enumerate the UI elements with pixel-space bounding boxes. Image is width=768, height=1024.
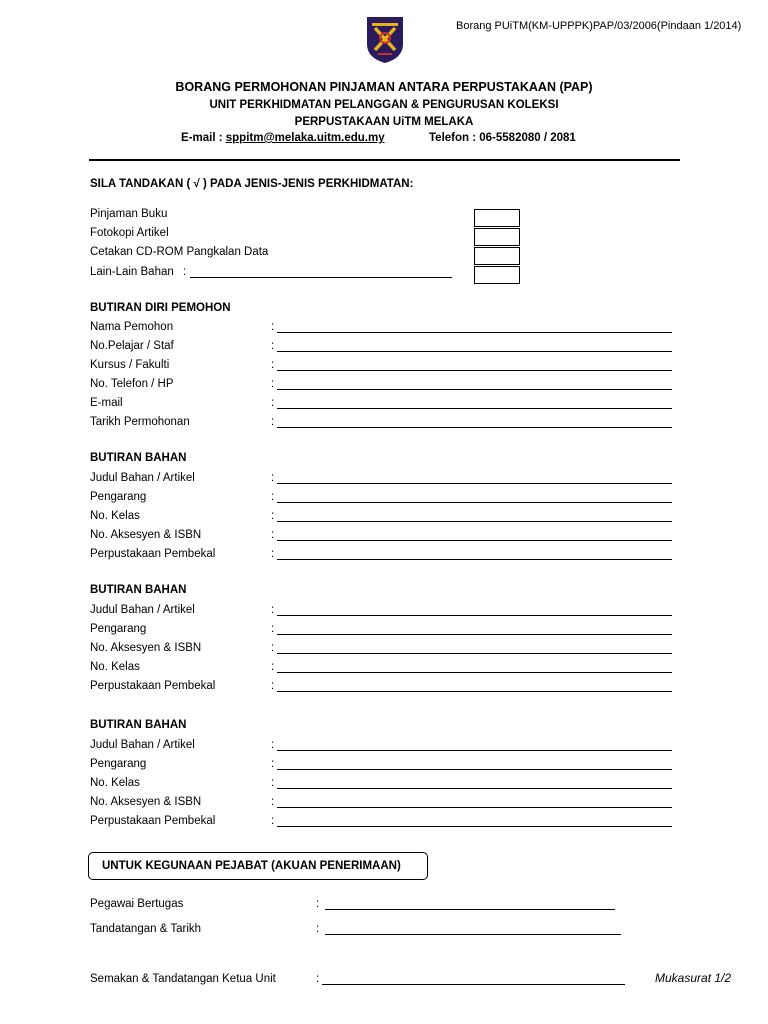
fill-line[interactable] xyxy=(277,634,672,635)
fill-line[interactable] xyxy=(277,540,672,541)
field-label: No. Kelas xyxy=(90,777,140,789)
colon: : xyxy=(271,661,275,673)
field-label: Judul Bahan / Artikel xyxy=(90,739,195,751)
field-label: No. Aksesyen & ISBN xyxy=(90,642,202,654)
colon: : xyxy=(183,266,187,278)
field-label: E-mail xyxy=(90,397,123,409)
applicant-heading: BUTIRAN DIRI PEMOHON xyxy=(90,302,231,314)
field-label-signature: Tandatangan & Tarikh xyxy=(90,923,202,935)
field-label: Pengarang xyxy=(90,758,147,770)
phone-label: Telefon : xyxy=(429,132,477,144)
fill-line[interactable] xyxy=(277,408,672,409)
fill-line[interactable] xyxy=(277,653,672,654)
office-use-box xyxy=(88,852,428,880)
fill-line[interactable] xyxy=(277,691,672,692)
colon: : xyxy=(271,680,275,692)
fill-line[interactable] xyxy=(277,769,672,770)
field-label: Pengarang xyxy=(90,623,147,635)
field-label: No. Aksesyen & ISBN xyxy=(90,796,202,808)
field-label: No.Pelajar / Staf xyxy=(90,340,174,352)
field-label: Nama Pemohon xyxy=(90,321,174,333)
colon: : xyxy=(271,815,275,827)
service-label: Pinjaman Buku xyxy=(90,208,168,220)
checkbox-lain-lain[interactable] xyxy=(474,266,520,284)
fill-line[interactable] xyxy=(277,826,672,827)
colon: : xyxy=(316,898,320,910)
field-label: Judul Bahan / Artikel xyxy=(90,472,195,484)
fill-line[interactable] xyxy=(277,559,672,560)
field-label: No. Aksesyen & ISBN xyxy=(90,529,202,541)
colon: : xyxy=(271,472,275,484)
service-label: Fotokopi Artikel xyxy=(90,227,169,239)
colon: : xyxy=(271,491,275,503)
colon: : xyxy=(271,359,275,371)
colon: : xyxy=(271,548,275,560)
contact-line xyxy=(181,131,576,145)
field-label: No. Kelas xyxy=(90,510,140,522)
colon: : xyxy=(271,758,275,770)
service-label: Cetakan CD-ROM Pangkalan Data xyxy=(90,246,269,258)
email-link[interactable]: sppitm@melaka.uitm.edu.my xyxy=(225,132,385,144)
colon: : xyxy=(316,973,320,985)
checkbox-pinjaman-buku[interactable] xyxy=(474,209,520,227)
fill-line[interactable] xyxy=(277,483,672,484)
field-label: Pengarang xyxy=(90,491,147,503)
field-label: No. Kelas xyxy=(90,661,140,673)
fill-line[interactable] xyxy=(277,427,672,428)
field-label-officer: Pegawai Bertugas xyxy=(90,898,184,910)
field-label: Tarikh Permohonan xyxy=(90,416,190,428)
service-label: Lain-Lain Bahan xyxy=(90,266,174,278)
header-divider xyxy=(89,159,680,161)
material-heading: BUTIRAN BAHAN xyxy=(90,719,187,731)
unit-name: UNIT PERKHIDMATAN PELANGGAN & PENGURUSAN KOLEKSI xyxy=(209,99,559,111)
colon: : xyxy=(271,397,275,409)
colon: : xyxy=(271,642,275,654)
field-label: No. Telefon / HP xyxy=(90,378,174,390)
fill-line[interactable] xyxy=(277,807,672,808)
colon: : xyxy=(271,739,275,751)
field-label: Perpustakaan Pembekal xyxy=(90,815,216,827)
services-heading: SILA TANDAKAN ( √ ) PADA JENIS-JENIS PERKHIDMATAN: xyxy=(90,178,414,190)
form-reference: Borang PUiTM(KM-UPPPK)PAP/03/2006(Pindaan 1/2014) xyxy=(456,20,742,32)
fill-line[interactable] xyxy=(277,332,672,333)
office-use-heading: UNTUK KEGUNAAN PEJABAT (AKUAN PENERIMAAN) xyxy=(102,860,401,872)
fill-line[interactable] xyxy=(277,521,672,522)
fill-line[interactable] xyxy=(277,615,672,616)
colon: : xyxy=(271,510,275,522)
colon: : xyxy=(271,529,275,541)
library-name: PERPUSTAKAAN UiTM MELAKA xyxy=(294,116,474,128)
colon: : xyxy=(271,340,275,352)
phone-number: 06-5582080 / 2081 xyxy=(479,132,576,144)
checkbox-fotokopi-artikel[interactable] xyxy=(474,228,520,246)
page-number: Mukasurat 1/2 xyxy=(655,971,732,985)
fill-line[interactable] xyxy=(277,672,672,673)
colon: : xyxy=(271,604,275,616)
form-title: BORANG PERMOHONAN PINJAMAN ANTARA PERPUSTAKAAN (PAP) xyxy=(175,80,593,94)
colon: : xyxy=(271,321,275,333)
email-label: E-mail : xyxy=(181,132,223,144)
fill-line[interactable] xyxy=(277,502,672,503)
colon: : xyxy=(316,923,320,935)
colon: : xyxy=(271,378,275,390)
colon: : xyxy=(271,777,275,789)
colon: : xyxy=(271,796,275,808)
review-fill-line[interactable] xyxy=(322,984,625,985)
colon: : xyxy=(271,416,275,428)
colon: : xyxy=(271,623,275,635)
field-label: Kursus / Fakulti xyxy=(90,359,170,371)
fill-line[interactable] xyxy=(277,370,672,371)
checkbox-cetakan-cdrom[interactable] xyxy=(474,247,520,265)
field-label: Perpustakaan Pembekal xyxy=(90,548,216,560)
officer-fill-line[interactable] xyxy=(325,909,615,910)
fill-line[interactable] xyxy=(277,750,672,751)
fill-line[interactable] xyxy=(277,389,672,390)
field-label-review: Semakan & Tandatangan Ketua Unit xyxy=(90,973,276,985)
material-heading: BUTIRAN BAHAN xyxy=(90,452,187,464)
signature-fill-line[interactable] xyxy=(325,934,621,935)
other-material-field[interactable] xyxy=(190,277,452,278)
material-heading: BUTIRAN BAHAN xyxy=(90,584,187,596)
fill-line[interactable] xyxy=(277,351,672,352)
fill-line[interactable] xyxy=(277,788,672,789)
field-label: Perpustakaan Pembekal xyxy=(90,680,216,692)
field-label: Judul Bahan / Artikel xyxy=(90,604,195,616)
uitm-logo xyxy=(366,16,404,64)
